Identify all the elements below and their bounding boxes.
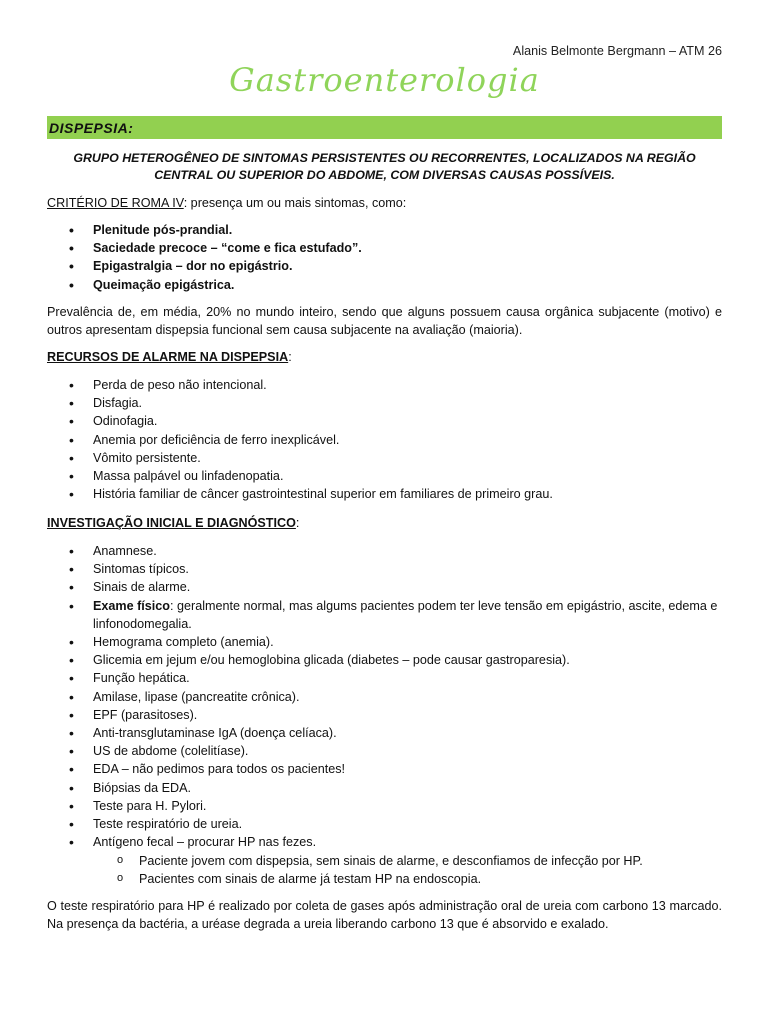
breath-test-paragraph: O teste respiratório para HP é realizado por coleta de gases após administração oral de ureia com carbono 13 marcado. Na presença da bactéria, a uréase degrada a ureia liberando carbono 13 que é absorvido e exalado. — [47, 899, 722, 931]
list-item: • Função hepática. — [47, 669, 722, 687]
alarm-colon: : — [288, 350, 292, 364]
section-heading-bar — [47, 116, 722, 139]
list-item: • Disfagia. — [47, 394, 722, 412]
list-item: • Glicemia em jejum e/ou hemoglobina glicada (diabetes – pode causar gastroparesia). — [47, 651, 722, 669]
list-item: • Hemograma completo (anemia). — [47, 633, 722, 651]
list-item: • Sinais de alarme. — [47, 578, 722, 596]
list-item: • Saciedade precoce – “come e fica estufado”. — [47, 239, 722, 257]
investigation-label: INVESTIGAÇÃO INICIAL E DIAGNÓSTICO — [47, 516, 296, 530]
list-item: • Vômito persistente. — [47, 449, 722, 467]
alarm-heading — [47, 348, 722, 366]
prevalence-paragraph: Prevalência de, em média, 20% no mundo inteiro, sendo que alguns possuem causa orgânica subjacente (motivo) e outros apresentam dispepsia funcional sem causa subjacente na avaliação (maioria). — [47, 305, 722, 337]
list-item: • Anti-transglutaminase IgA (doença celíaca). — [47, 724, 722, 742]
list-item: • Epigastralgia – dor no epigástrio. — [47, 257, 722, 275]
list-item: • História familiar de câncer gastrointestinal superior em familiares de primeiro grau. — [47, 485, 722, 503]
list-item: • Teste para H. Pylori. — [47, 797, 722, 815]
exam-rest: : geralmente normal, mas algums pacientes podem ter leve tensão em epigástrio, ascite, edema e linfonodomegalia. — [93, 598, 718, 631]
list-item: • Plenitude pós-prandial. — [47, 221, 722, 239]
author-line: Alanis Belmonte Bergmann – ATM 26 — [512, 44, 722, 58]
roma-criteria-text: : presença um ou mais sintomas, como: — [183, 196, 407, 210]
sub-list-item: o Pacientes com sinais de alarme já testam HP na endoscopia. — [47, 870, 722, 888]
alarm-label: RECURSOS DE ALARME NA DISPEPSIA — [47, 350, 289, 364]
list-item: • Anamnese. — [47, 542, 722, 560]
list-item: • Biópsias da EDA. — [47, 779, 722, 797]
hp-sub-list — [47, 852, 722, 888]
page-title: Gastroenterologia — [229, 61, 540, 99]
investigation-heading — [47, 514, 722, 532]
roma-symptom-list — [47, 221, 722, 294]
list-item: • EPF (parasitoses). — [47, 706, 722, 724]
roma-criteria-line — [47, 194, 722, 212]
section-heading: DISPEPSIA: — [49, 120, 134, 136]
list-item: • Antígeno fecal – procurar HP nas fezes. — [47, 833, 722, 851]
list-item — [47, 597, 722, 633]
exam-bold: Exame físico — [93, 598, 171, 613]
list-item: • Anemia por deficiência de ferro inexplicável. — [47, 431, 722, 449]
sub-list-item: o Paciente jovem com dispepsia, sem sinais de alarme, e desconfiamos de infecção por HP. — [47, 852, 722, 870]
investigation-list — [47, 542, 722, 851]
definition-text: GRUPO HETEROGÊNEO DE SINTOMAS PERSISTENTES OU RECORRENTES, LOCALIZADOS NA REGIÃO CENTRAL OU SUPERIOR DO ABDOME, COM DIVERSAS CAUSAS POSSÍVEIS. — [73, 151, 696, 182]
list-item: • Odinofagia. — [47, 412, 722, 430]
alarm-list — [47, 376, 722, 503]
roma-criteria-label: CRITÉRIO DE ROMA IV — [47, 196, 184, 210]
list-item: • Sintomas típicos. — [47, 560, 722, 578]
list-item: • US de abdome (colelitíase). — [47, 742, 722, 760]
list-item: • Amilase, lipase (pancreatite crônica). — [47, 688, 722, 706]
list-item: • Perda de peso não intencional. — [47, 376, 722, 394]
list-item: • EDA – não pedimos para todos os pacientes! — [47, 760, 722, 778]
list-item: • Massa palpável ou linfadenopatia. — [47, 467, 722, 485]
list-item: • Queimação epigástrica. — [47, 276, 722, 294]
list-item: • Teste respiratório de ureia. — [47, 815, 722, 833]
investigation-colon: : — [295, 516, 300, 530]
